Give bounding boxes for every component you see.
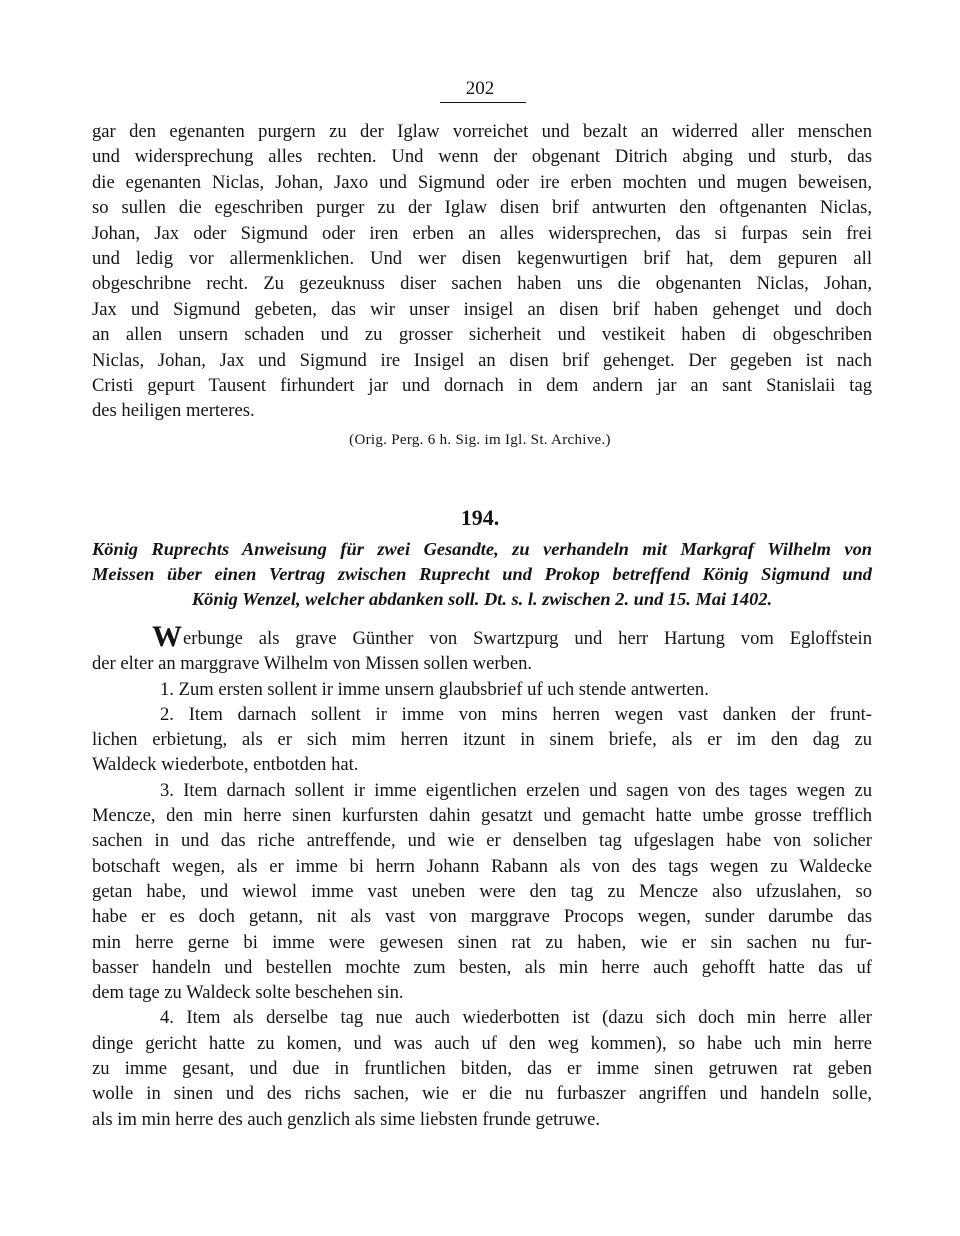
- text-line: wolle in sinen und des richs sachen, wie er die nu furbaszer angriffen und handeln solle,: [92, 1083, 872, 1105]
- text-line: 2. Item darnach sollent ir imme von mins herren wegen vast danken der frunt-: [160, 703, 872, 725]
- text-line: basser handeln und bestellen mochte zum besten, als min herre auch gehofft hatte das uf: [92, 956, 872, 978]
- text-line: Niclas, Johan, Jax und Sigmund ire Insigel an disen brif gehenget. Der gegeben ist nach: [92, 349, 872, 371]
- summary-line: Meissen über einen Vertrag zwischen Ruprecht und Prokop betreffend König Sigmund und: [92, 564, 872, 584]
- text-line: [92, 620, 872, 653]
- text-line: des heiligen merteres.: [92, 400, 255, 422]
- text-line: sachen in und das riche antreffende, und wie er denselben tag ufgeslagen habe von solicher: [92, 830, 872, 852]
- text-line: als im min herre des auch genzlich als sime liebsten frunde getruwe.: [92, 1108, 601, 1130]
- text-line: und ledig vor allermenklichen. Und wer disen kegenwurtigen brif hat, dem gepuren all: [92, 247, 872, 269]
- text-line: Mencze, den min herre sinen kurfursten dahin gesatzt und gemacht hatte umbe grosse trefflich: [92, 805, 872, 827]
- page-number: 202: [465, 78, 495, 99]
- text-line: und widersprechung alles rechten. Und wenn der obgenant Ditrich abging und sturb, das: [92, 146, 872, 168]
- initial-letter: W: [152, 620, 182, 653]
- text-line: Jax und Sigmund gebeten, das wir unser insigel an disen brif haben gehenget und doch: [92, 298, 872, 320]
- text-line: min herre gerne bi imme were gewesen sinen rat zu haben, wie er sin sachen nu fur-: [92, 931, 872, 953]
- text-line: zu imme gesant, und due in fruntlichen bitden, das er imme sinen getruwen rat geben: [92, 1058, 872, 1080]
- document-body: [92, 620, 872, 1132]
- text-line: 4. Item als derselbe tag nue auch wiederbotten ist (dazu sich doch min herre aller: [160, 1007, 872, 1029]
- text-line: getan habe, und wiewol imme vast uneben were den tag zu Mencze also ufzuslahen, so: [92, 880, 872, 902]
- text-line: an allen unsern schaden und zu grosser sicherheit und vestikeit haben di obgeschriben: [92, 324, 872, 346]
- text-line: Johan, Jax oder Sigmund oder iren erben an alles widersprechen, das si furpas sein frei: [92, 222, 872, 244]
- text-line: die egenanten Niclas, Johan, Jaxo und Sigmund oder ire erben mochten und mugen beweisen,: [92, 171, 872, 193]
- text-line: lichen erbietung, als er sich mim herren itzunt in sinem briefe, als er im den dag zu: [92, 729, 872, 751]
- text-line: habe er es doch getann, nit als vast von marggrave Procops wegen, sunder darumbe das: [92, 906, 872, 928]
- text-line: 3. Item darnach sollent ir imme eigentlichen erzelen und sagen von des tages wegen zu: [160, 779, 872, 801]
- text-line: Waldeck wiederbote, entbotden hat.: [92, 754, 359, 776]
- text-line-content: erbunge als grave Günther von Swartzpurg und herr Hartung vom Egloffstein: [183, 628, 872, 649]
- text-line: 1. Zum ersten sollent ir imme unsern glaubsbrief uf uch stende antwerten.: [160, 678, 709, 700]
- text-line: dinge gericht hatte zu komen, und was auch uf den weg kommen), so habe uch min herre: [92, 1032, 872, 1054]
- text-line: gar den egenanten purgern zu der Iglaw vorreichet und bezalt an widerred aller menschen: [92, 121, 872, 142]
- document-number: 194.: [460, 505, 500, 530]
- text-line: botschaft wegen, als er imme bi herrn Johann Rabann als von des tags wegen zu Waldecke: [92, 855, 872, 877]
- page-number-rule: [440, 102, 526, 103]
- source-note: (Orig. Perg. 6 h. Sig. im Igl. St. Archive.): [349, 432, 611, 448]
- text-line: so sullen die egeschriben purger zu der Iglaw disen brif antwurten den oftgenanten Niclas,: [92, 197, 872, 219]
- text-line: der elter an marggrave Wilhelm von Missen sollen werben.: [92, 653, 533, 675]
- previous-document-text: [92, 119, 872, 424]
- text-line: Cristi gepurt Tausent firhundert jar und dornach in dem andern jar an sant Stanislaii tag: [92, 374, 872, 396]
- summary-line: König Ruprechts Anweisung für zwei Gesandte, zu verhandeln mit Markgraf Wilhelm von: [92, 539, 872, 559]
- summary-line: König Wenzel, welcher abdanken soll. Dt. s. l. zwischen 2. und 15. Mai 1402.: [191, 589, 773, 609]
- text-line: obgeschribne recht. Zu gezeuknuss diser sachen haben uns die obgenanten Niclas, Johan,: [92, 273, 872, 295]
- document-summary: [92, 537, 872, 612]
- text-line: dem tage zu Waldeck solte beschehen sin.: [92, 982, 404, 1004]
